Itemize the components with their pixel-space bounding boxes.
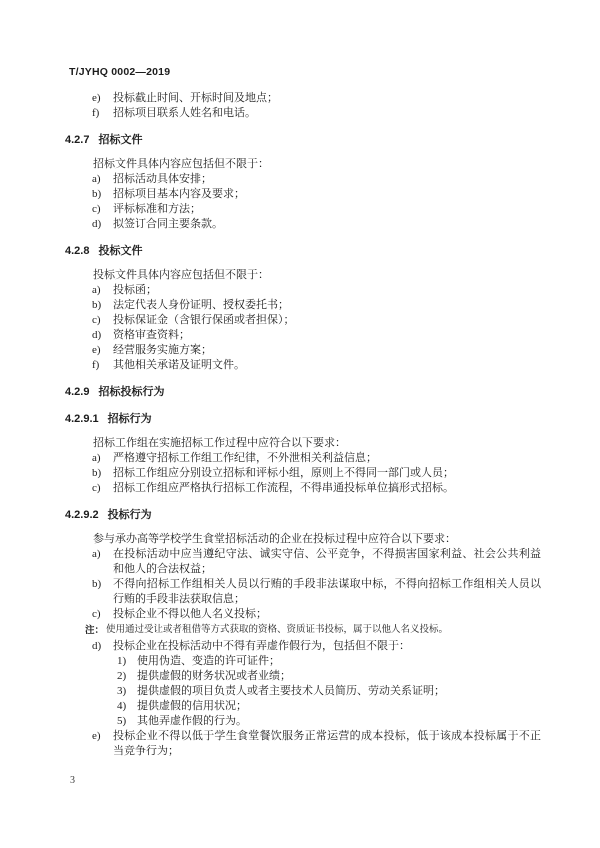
list-item-label: b): [92, 188, 102, 200]
note: [85, 624, 541, 637]
list-item-label: 3): [117, 685, 127, 697]
list-item: [65, 328, 541, 343]
section-heading: [65, 412, 541, 427]
list-item: [65, 91, 541, 106]
list-item-text: 招标项目联系人姓名和电话。: [113, 107, 256, 119]
list-item: [65, 313, 541, 328]
list-item-text: 不得向招标工作组相关人员以行贿的手段非法谋取中标，不得向招标工作组相关人员以行贿的手段非法获取信息；: [113, 578, 541, 605]
list-item-text: 评标标准和方法；: [113, 203, 201, 215]
list-item-text: 其他相关承诺及证明文件。: [113, 359, 245, 371]
list-item: [65, 217, 541, 232]
paragraph: 参与承办高等学校学生食堂招标活动的企业在投标过程中应符合以下要求：: [93, 533, 456, 545]
list-item-label: a): [92, 452, 101, 464]
list-item-label: f): [92, 107, 100, 119]
list-item: [65, 298, 541, 313]
list-item-text: 投标截止时间、开标时间及地点；: [113, 92, 278, 104]
list-item: [65, 577, 541, 607]
list-item-label: c): [92, 203, 101, 215]
list-item-text: 招标工作组应严格执行招标工作流程，不得串通投标单位搞形式招标。: [113, 482, 454, 494]
list-item-text: 投标函；: [113, 284, 157, 296]
section-number: 4.2.9.1: [65, 413, 99, 425]
list-item-text: 招标项目基本内容及要求；: [113, 188, 245, 200]
section-number: 4.2.7: [65, 134, 90, 146]
list-item-label: d): [92, 640, 102, 652]
list-item-label: f): [92, 359, 100, 371]
sub-list-item: [65, 714, 541, 729]
list-item: [65, 639, 541, 654]
sub-list-item: [65, 654, 541, 669]
list-item-text: 投标企业不得以低于学生食堂餐饮服务正常运营的成本投标，低于该成本投标属于不正当竞争行为；: [113, 730, 541, 757]
section-number: 4.2.9: [65, 386, 90, 398]
section-number: 4.2.8: [65, 245, 90, 257]
list-item: [65, 202, 541, 217]
sub-list-item: [65, 669, 541, 684]
list-item: [65, 106, 541, 121]
list-item-text: 投标企业在投标活动中不得有弄虚作假行为，包括但不限于：: [113, 640, 410, 652]
list-item-label: 2): [117, 670, 127, 682]
list-item-label: a): [92, 284, 101, 296]
list-item-text: 提供虚假的财务状况或者业绩；: [137, 670, 291, 682]
list-item: [65, 547, 541, 577]
note-label: 注：: [85, 625, 105, 636]
list-item-text: 拟签订合同主要条款。: [113, 218, 223, 230]
list-item-label: d): [92, 329, 102, 341]
list-item-text: 提供虚假的信用状况；: [137, 700, 247, 712]
list-item-label: c): [92, 608, 101, 620]
list-item-text: 法定代表人身份证明、授权委托书；: [113, 299, 289, 311]
list-item-text: 提供虚假的项目负责人或者主要技术人员简历、劳动关系证明；: [137, 685, 445, 697]
page-number: 3: [70, 775, 75, 786]
section-title: 招标投标行为: [98, 386, 165, 398]
document-standard-number: T/JYHQ 0002—2019: [69, 66, 171, 78]
list-item: [65, 343, 541, 358]
list-item: [65, 172, 541, 187]
section-number: 4.2.9.2: [65, 509, 99, 521]
list-item-label: e): [92, 730, 101, 742]
paragraph: 招标文件具体内容应包括但不限于：: [93, 158, 269, 170]
list-item-text: 招标活动具体安排；: [113, 173, 212, 185]
document-content: [65, 91, 541, 759]
sub-list-item: [65, 684, 541, 699]
list-item-label: c): [92, 482, 101, 494]
list-item-text: 使用伪造、变造的许可证件；: [137, 655, 280, 667]
list-item: [65, 607, 541, 622]
list-item-text: 投标保证金（含银行保函或者担保）；: [113, 314, 295, 326]
section-title: 招标文件: [98, 134, 143, 146]
list-item: [65, 358, 541, 373]
section-title: 投标文件: [98, 245, 143, 257]
list-item-text: 资格审查资料；: [113, 329, 190, 341]
list-item: [65, 481, 541, 496]
list-item-label: b): [92, 578, 102, 590]
paragraph: 招标工作组在实施招标工作过程中应符合以下要求：: [93, 437, 346, 449]
list-item-label: 4): [117, 700, 127, 712]
section-heading: [65, 385, 541, 400]
list-item-text: 其他弄虚作假的行为。: [137, 715, 247, 727]
list-item-label: a): [92, 548, 101, 560]
list-item-label: b): [92, 299, 102, 311]
list-item: [65, 451, 541, 466]
section-heading: [65, 508, 541, 523]
sub-list-item: [65, 699, 541, 714]
list-item-label: c): [92, 314, 101, 326]
section-heading: [65, 133, 541, 148]
list-item: [65, 283, 541, 298]
section-title: 投标行为: [107, 509, 152, 521]
note-text: 使用通过受让或者租借等方式获取的资格、资质证书投标，属于以他人名义投标。: [106, 625, 449, 635]
list-item: [65, 729, 541, 759]
list-item-text: 投标企业不得以他人名义投标；: [113, 608, 267, 620]
list-item-label: a): [92, 173, 101, 185]
list-item-label: 1): [117, 655, 127, 667]
section-title: 招标行为: [107, 413, 152, 425]
list-item-label: b): [92, 467, 102, 479]
list-item-label: d): [92, 218, 102, 230]
section-heading: [65, 244, 541, 259]
list-item-label: e): [92, 344, 101, 356]
list-item-label: e): [92, 92, 101, 104]
list-item: [65, 466, 541, 481]
list-item-text: 在投标活动中应当遵纪守法、诚实守信、公平竞争，不得损害国家利益、社会公共利益和他人的合法权益；: [113, 548, 541, 575]
list-item: [65, 187, 541, 202]
list-item-label: 5): [117, 715, 127, 727]
list-item-text: 招标工作组应分别设立招标和评标小组，原则上不得同一部门或人员；: [113, 467, 454, 479]
paragraph: 投标文件具体内容应包括但不限于：: [93, 269, 269, 281]
list-item-text: 经营服务实施方案；: [113, 344, 212, 356]
list-item-text: 严格遵守招标工作组工作纪律，不外泄相关利益信息；: [113, 452, 377, 464]
